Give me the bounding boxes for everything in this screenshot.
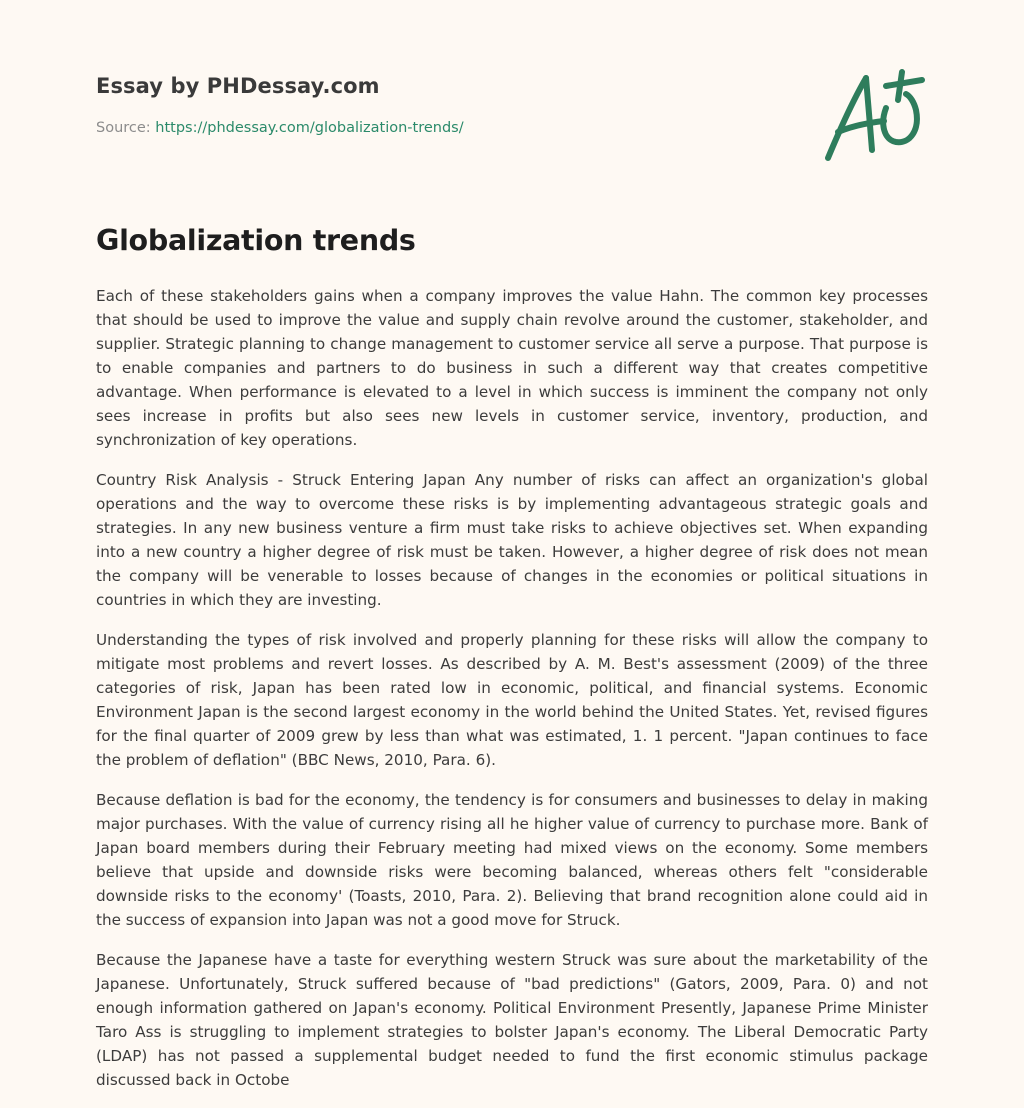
a-plus-grade-icon: [818, 66, 930, 166]
essay-body: [96, 284, 928, 1108]
essay-paragraph: Country Risk Analysis - Struck Entering Japan Any number of risks can affect an organization's global operations and the way to overcome these risks is by implementing advantageous strategic goals and strategies. In any new business venture a firm must take risks to achieve objectives set. When expanding into a new country a higher degree of risk must be taken. However, a higher degree of risk does not mean the company will be venerable to losses because of changes in the economies or political situations in countries in which they are investing.: [96, 471, 928, 609]
source-link[interactable]: https://phdessay.com/globalization-trends/: [155, 120, 464, 136]
page-header: [96, 74, 796, 136]
essay-paragraph: Because deflation is bad for the economy, the tendency is for consumers and businesses to delay in making major purchases. With the value of currency rising all he higher value of currency to purchase more. Bank of Japan board members during their February meeting had mixed views on the economy. Some members believe that upside and downside risks were becoming balanced, whereas others felt "considerable downside risks to the economy' (Toasts, 2010, Para. 2). Believing that brand recognition alone could aid in the success of expansion into Japan was not a good move for Struck.: [96, 791, 928, 929]
source-line: [96, 120, 796, 136]
essay-paragraph: Each of these stakeholders gains when a company improves the value Hahn. The common key processes that should be used to improve the value and supply chain revolve around the customer, stakeholder, and supplier. Strategic planning to change management to customer service all serve a purpose. That purpose is to enable companies and partners to do business in such a different way that creates competitive advantage. When performance is elevated to a level in which success is imminent the company not only sees increase in profits but also sees new levels in customer service, inventory, production, and synchronization of key operations.: [96, 287, 928, 449]
source-label: Source:: [96, 120, 151, 136]
site-brand: Essay by PHDessay.com: [96, 74, 380, 98]
essay-paragraph: Because the Japanese have a taste for everything western Struck was sure about the marketability of the Japanese. Unfortunately, Struck suffered because of "bad predictions" (Gators, 2009, Para. 0) and not enough information gathered on Japan's economy. Political Environment Presently, Japanese Prime Minister Taro Ass is struggling to implement strategies to bolster Japan's economy. The Liberal Democratic Party (LDAP) has not passed a supplemental budget needed to fund the first economic stimulus package discussed back in Octobe: [96, 951, 928, 1089]
essay-paragraph: Understanding the types of risk involved and properly planning for these risks will allow the company to mitigate most problems and revert losses. As described by A. M. Best's assessment (2009) of the three categories of risk, Japan has been rated low in economic, political, and financial systems. Economic Environment Japan is the second largest economy in the world behind the United States. Yet, revised figures for the final quarter of 2009 grew by less than what was estimated, 1. 1 percent. "Japan continues to face the problem of deflation" (BBC News, 2010, Para. 6).: [96, 631, 928, 769]
essay-title: Globalization trends: [96, 224, 416, 257]
